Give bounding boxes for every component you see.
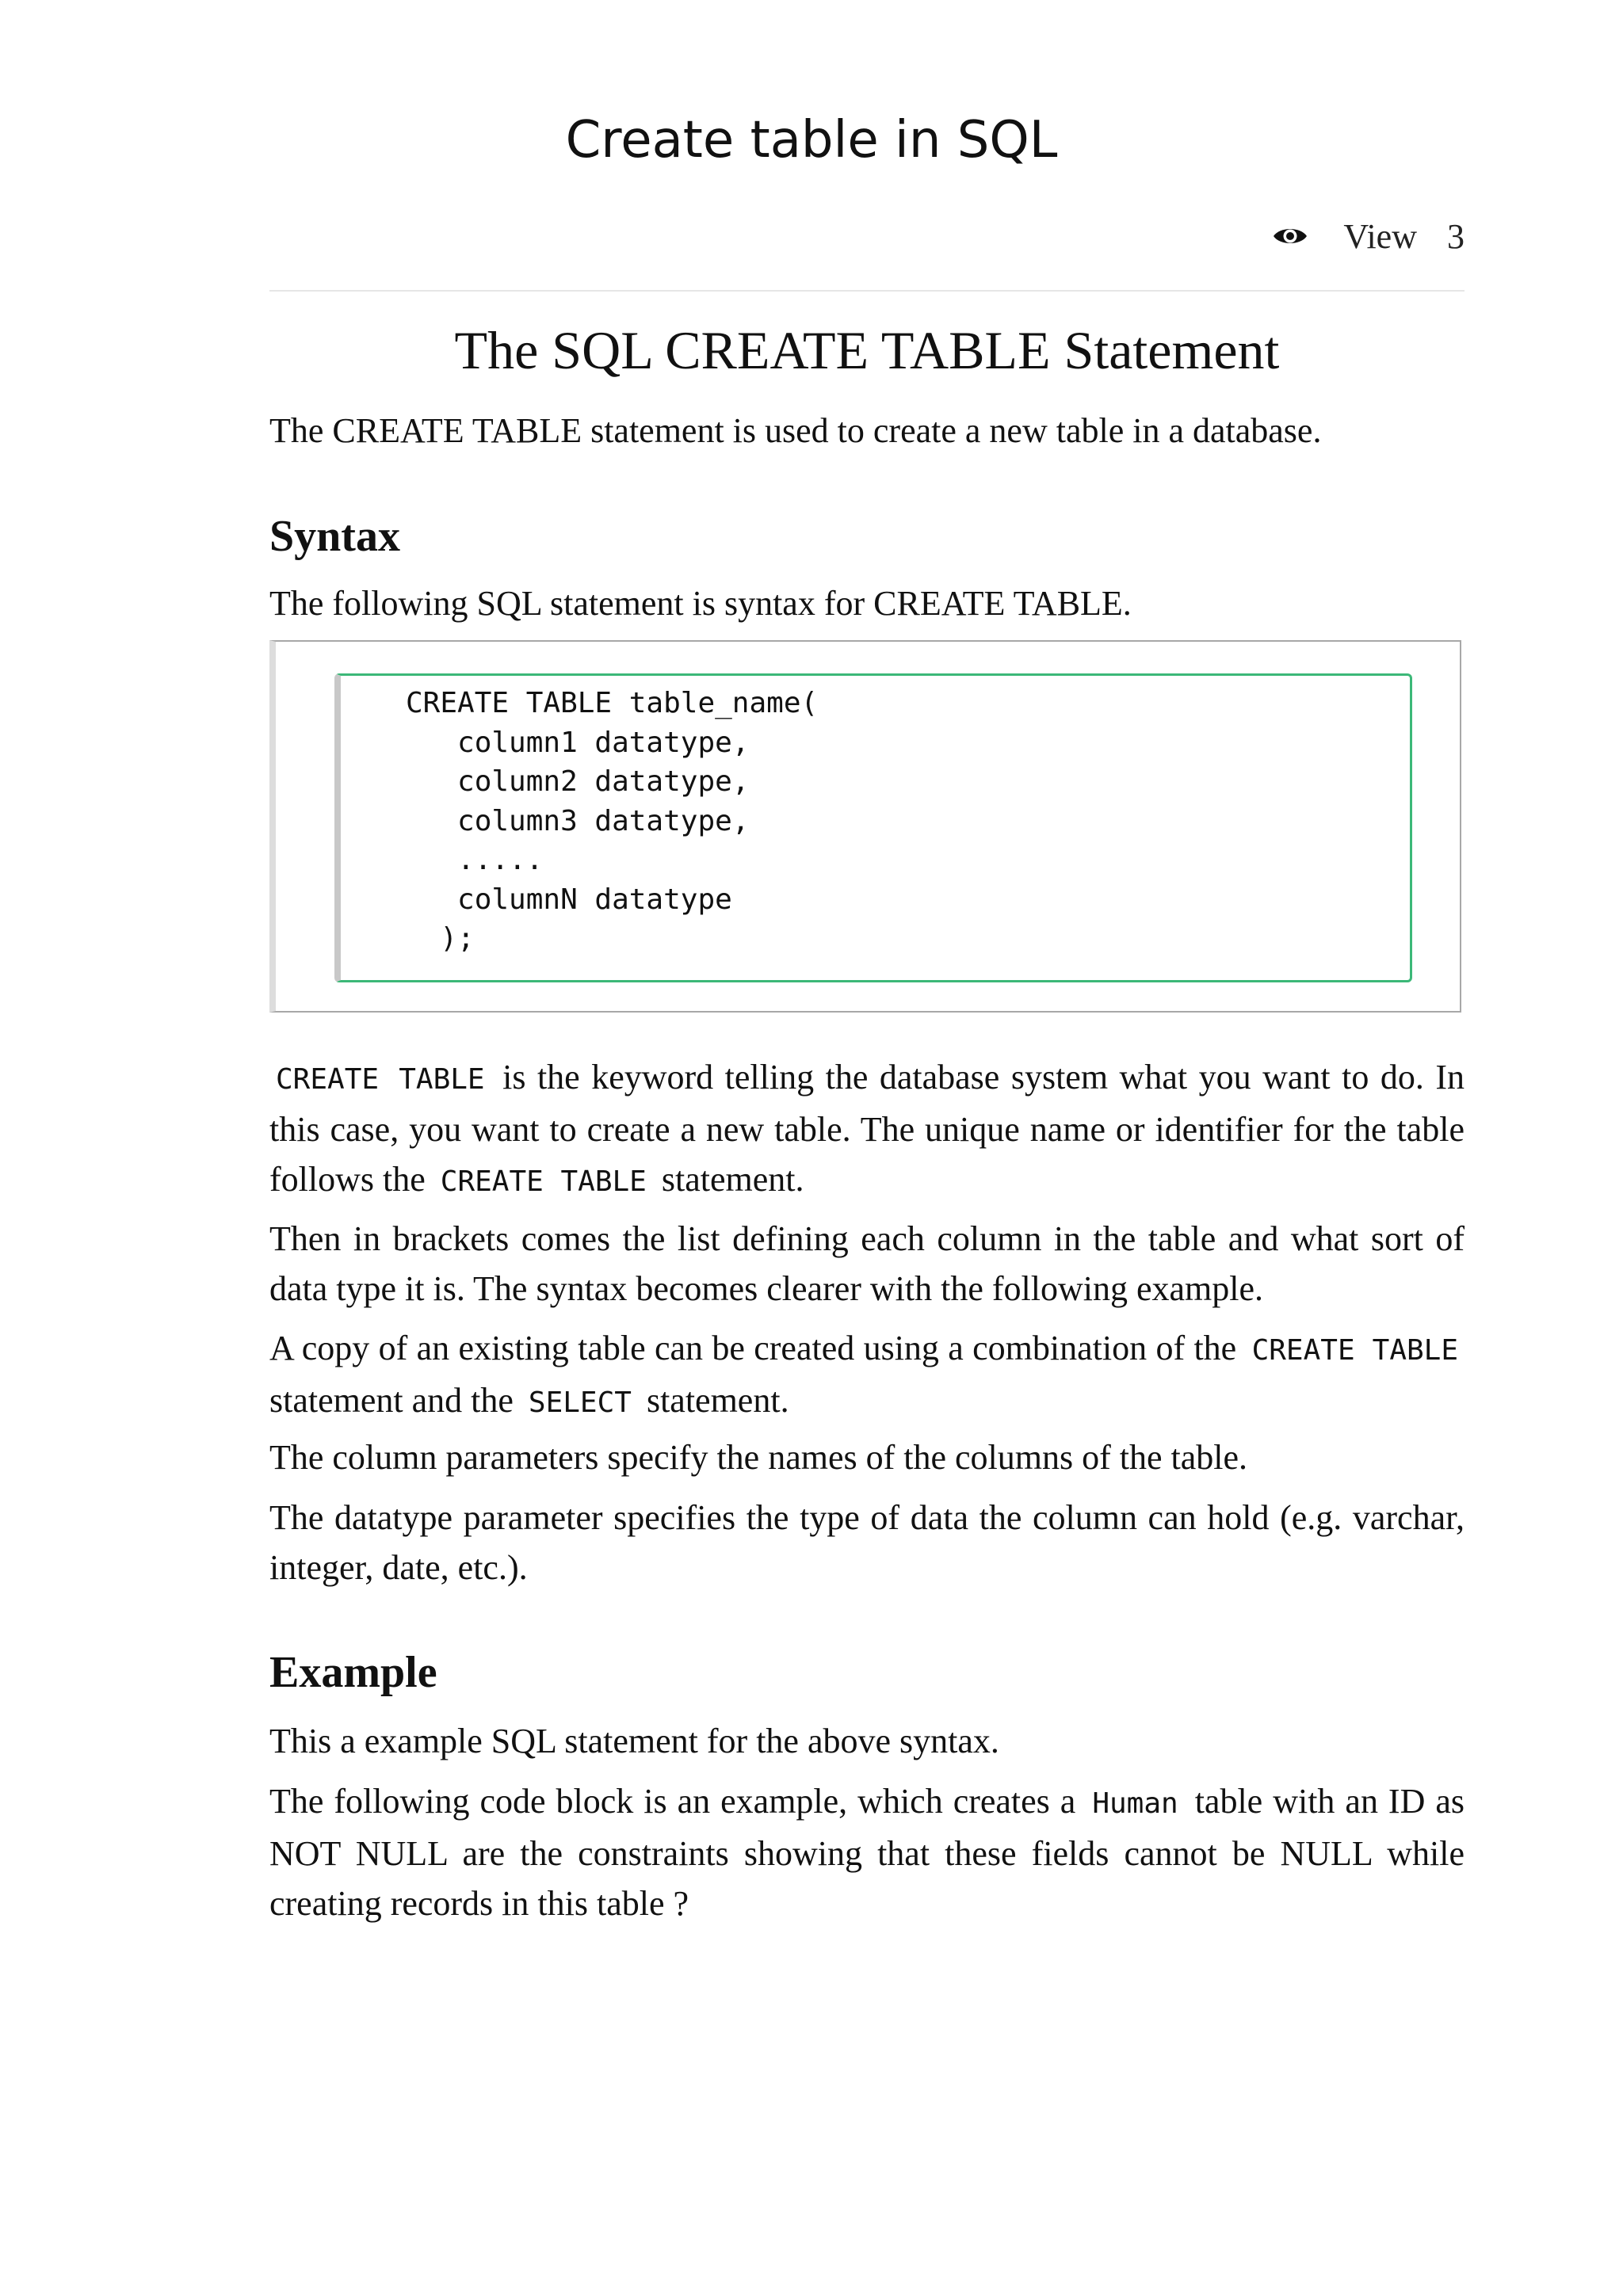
- view-count: 3: [1447, 216, 1465, 256]
- code-line: CREATE TABLE table_name(: [406, 687, 819, 719]
- explanation-paragraph-2: Then in brackets comes the list defining each column in the table and what sort of data type it is. The syntax becomes clearer with the following example.: [269, 1219, 1465, 1308]
- article-heading: The SQL CREATE TABLE Statement: [454, 320, 1280, 380]
- inline-code: CREATE TABLE: [440, 1165, 647, 1198]
- code-block-inner: [334, 673, 1412, 982]
- paragraph-text: statement.: [646, 1381, 789, 1420]
- explanation-paragraph-3: [269, 1323, 1465, 1428]
- explanation-paragraph-4: The column parameters specify the names of the columns of the table.: [269, 1438, 1248, 1477]
- inline-code: CREATE TABLE: [1251, 1334, 1459, 1367]
- inline-code: CREATE TABLE: [276, 1063, 485, 1096]
- code-text: [406, 684, 818, 959]
- code-line: column3 datatype,: [406, 804, 750, 837]
- inline-code: SELECT: [528, 1386, 632, 1419]
- paragraph-text: is the keyword telling the database system what you want to do. In this case, you want to create a new table. The unique name or identifier for the table follows the: [269, 1058, 1465, 1199]
- page-title: Create table in SQL: [565, 111, 1058, 170]
- syntax-intro: The following SQL statement is syntax for CREATE TABLE.: [269, 584, 1132, 623]
- explanation-paragraph-5: The datatype parameter specifies the type of data the column can hold (e.g. varchar, integer, date, etc.).: [269, 1498, 1465, 1587]
- code-line: column1 datatype,: [406, 726, 750, 759]
- example-heading: Example: [269, 1648, 437, 1697]
- eye-icon: [1272, 223, 1308, 250]
- code-line: .....: [406, 844, 544, 876]
- example-paragraph-1: This a example SQL statement for the above syntax.: [269, 1722, 999, 1760]
- code-block: [269, 640, 1461, 1013]
- view-label: View: [1343, 216, 1417, 256]
- code-line: columnN datatype: [406, 883, 732, 916]
- code-line: );: [406, 922, 475, 955]
- syntax-heading: Syntax: [269, 512, 400, 561]
- paragraph-text: table with an ID as NOT NULL are the constraints showing that these fields cannot be NULL while creating records in this table ?: [269, 1782, 1465, 1923]
- article-intro: The CREATE TABLE statement is used to create a new table in a database.: [269, 411, 1322, 450]
- paragraph-text: A copy of an existing table can be created using a combination of the: [269, 1329, 1237, 1367]
- header-divider: [269, 290, 1465, 292]
- view-counter: [1272, 212, 1465, 260]
- inline-code: Human: [1092, 1787, 1178, 1820]
- code-line: column2 datatype,: [406, 765, 750, 798]
- explanation-paragraph-1: [269, 1052, 1465, 1207]
- paragraph-text: The following code block is an example, which creates a: [269, 1782, 1076, 1821]
- example-paragraph-2: [269, 1776, 1465, 1928]
- paragraph-text: statement and the: [269, 1381, 514, 1420]
- paragraph-text: statement.: [661, 1160, 804, 1199]
